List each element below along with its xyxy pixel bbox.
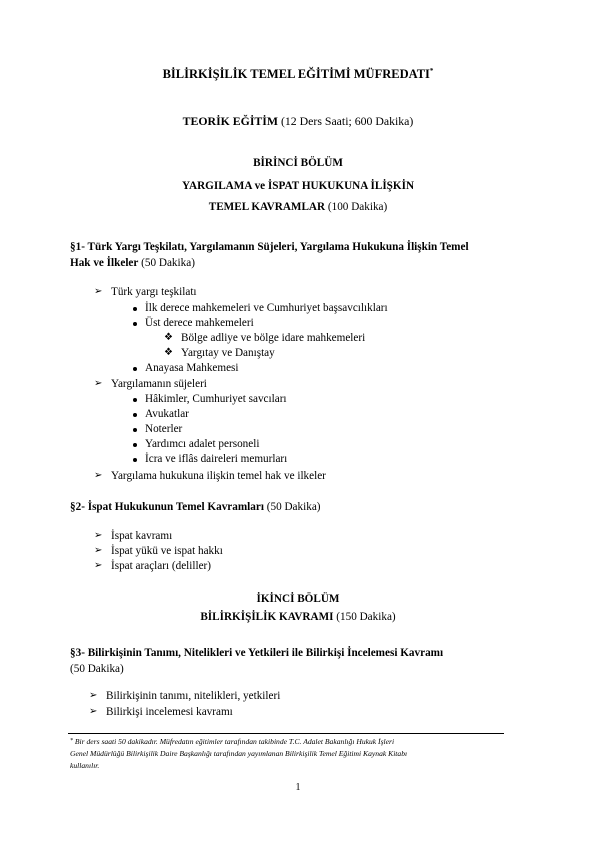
theory-heading: TEORİK EĞİTİM (12 Ders Saati; 600 Dakika): [182, 114, 414, 128]
footnote-line: kullanılır.: [70, 761, 100, 770]
list-item: Avukatlar: [145, 408, 189, 420]
arrow-bullet-icon: ➢: [94, 530, 103, 541]
page-number: 1: [295, 782, 301, 793]
dot-bullet-icon: [133, 322, 137, 326]
section3-title: §3- Bilirkişinin Tanımı, Nitelikleri ve Yetkileri ile Bilirkişi İncelemesi Kavramı: [70, 647, 444, 659]
list-item: Noterler: [145, 423, 183, 435]
dot-bullet-icon: [133, 458, 137, 462]
list-item: Yargıtay ve Danıştay: [181, 347, 275, 359]
arrow-bullet-icon: ➢: [94, 470, 103, 481]
dot-bullet-icon: [133, 428, 137, 432]
footnote-line: * Bir ders saati 50 dakikadır. Müfredatın eğitimler tarafından takibinde T.C. Adalet Bakanlığı Hukuk İşleri: [70, 737, 395, 746]
section1-title-line2: Hak ve İlkeler (50 Dakika): [70, 257, 195, 269]
arrow-bullet-icon: ➢: [89, 706, 98, 717]
section2-title: §2- İspat Hukukunun Temel Kavramları (50 Dakika): [70, 501, 321, 513]
list-item: Yargılamanın süjeleri: [111, 378, 207, 390]
list-item: İcra ve iflâs daireleri memurları: [145, 453, 288, 465]
part2-subtitle: BİLİRKİŞİLİK KAVRAMI (150 Dakika): [200, 611, 396, 623]
dot-bullet-icon: [133, 307, 137, 311]
list-item: Yargılama hukukuna ilişkin temel hak ve ilkeler: [111, 470, 326, 482]
part1-subtitle-line2: TEMEL KAVRAMLAR (100 Dakika): [208, 201, 388, 213]
list-item: Bilirkişinin tanımı, nitelikleri, yetkileri: [106, 690, 281, 702]
list-item: Bölge adliye ve bölge idare mahkemeleri: [181, 332, 366, 344]
list-item: İspat yükü ve ispat hakkı: [111, 545, 223, 557]
list-item: İspat araçları (deliller): [111, 560, 212, 572]
arrow-bullet-icon: ➢: [94, 545, 103, 556]
list-item: Anayasa Mahkemesi: [145, 362, 239, 374]
dot-bullet-icon: [133, 443, 137, 447]
dot-bullet-icon: [133, 398, 137, 402]
list-item: Üst derece mahkemeleri: [145, 317, 254, 329]
part1-subtitle: YARGILAMA ve İSPAT HUKUKUNA İLİŞKİN: [181, 180, 415, 192]
arrow-bullet-icon: ➢: [94, 378, 103, 389]
list-item: Türk yargı teşkilatı: [111, 286, 197, 298]
list-item: İlk derece mahkemeleri ve Cumhuriyet başsavcılıkları: [145, 302, 388, 314]
arrow-bullet-icon: ➢: [94, 560, 103, 571]
document-title: BİLİRKİŞİLİK TEMEL EĞİTİMİ MÜFREDATI*: [162, 67, 434, 81]
diamond-bullet-icon: ❖: [164, 332, 173, 343]
section3-title-line2: (50 Dakika): [70, 663, 124, 675]
diamond-bullet-icon: ❖: [164, 347, 173, 358]
footnote-line: Genel Müdürlüğü Bilirkişilik Daire Başkanlığı tarafından yayımlanan Bilirkişilik Temel Eğitimi Kaynak Kitabı: [70, 749, 408, 758]
footnote-divider: [68, 733, 504, 734]
list-item: Hâkimler, Cumhuriyet savcıları: [145, 393, 287, 405]
list-item: Bilirkişi incelemesi kavramı: [106, 706, 233, 718]
list-item: Yardımcı adalet personeli: [145, 438, 260, 450]
part2-heading: İKİNCİ BÖLÜM: [256, 593, 340, 605]
dot-bullet-icon: [133, 367, 137, 371]
dot-bullet-icon: [133, 413, 137, 417]
part1-heading: BİRİNCİ BÖLÜM: [253, 157, 343, 169]
arrow-bullet-icon: ➢: [89, 690, 98, 701]
section1-title: §1- Türk Yargı Teşkilatı, Yargılamanın Süjeleri, Yargılama Hukukuna İlişkin Temel: [70, 241, 469, 253]
list-item: İspat kavramı: [111, 530, 173, 542]
arrow-bullet-icon: ➢: [94, 286, 103, 297]
